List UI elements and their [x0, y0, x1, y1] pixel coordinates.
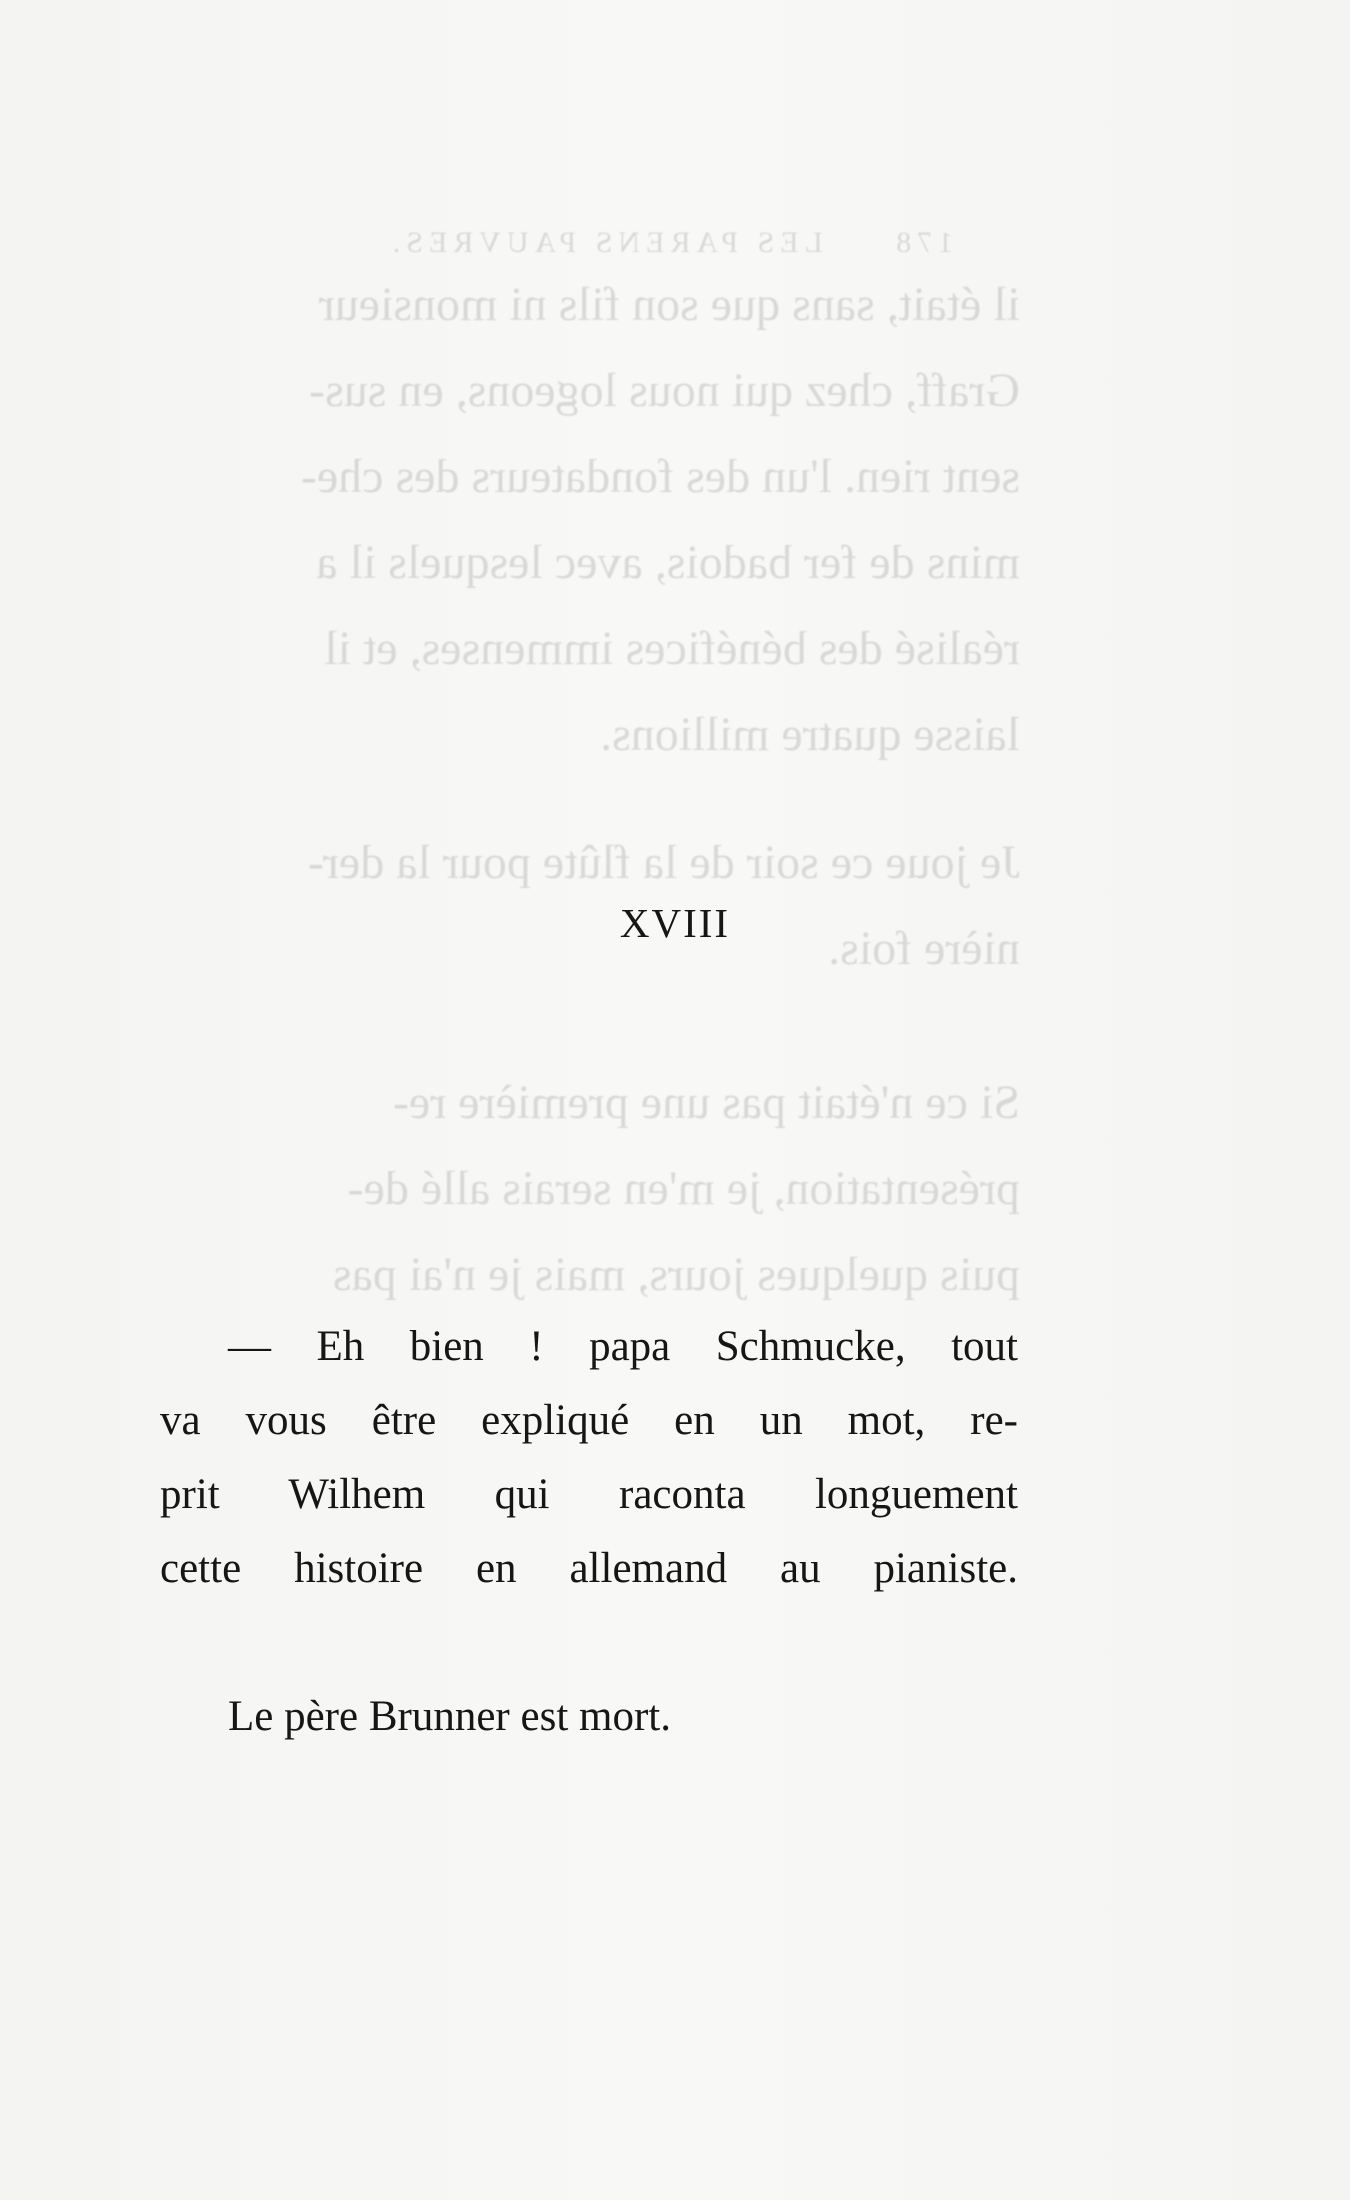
paragraph-announcement	[160, 1680, 1018, 1754]
chapter-heading: XVIII	[619, 900, 731, 946]
paragraph-dialogue	[160, 1310, 1018, 1606]
show-through-block-3	[140, 1060, 1020, 1318]
show-through-page-number: 178	[890, 226, 954, 259]
show-through-block-1	[140, 262, 1020, 778]
show-through-line: il était, sans que son fils ni monsieur	[318, 278, 1020, 331]
show-through-line: Je joue ce soir de la flûte pour la der-	[307, 836, 1020, 889]
show-through-line: mins de fer badois, avec lesquels il a	[316, 536, 1020, 589]
show-through-line: Graff, chez qui nous logeons, en sus-	[309, 364, 1020, 417]
text-line: cette histoire en allemand au pianiste.	[160, 1545, 1018, 1592]
show-through-line: Si ce n'était pas une première re-	[392, 1076, 1020, 1129]
show-through-running-title: LES PARENS PAUVRES.	[386, 226, 823, 259]
show-through-line: nière fois.	[828, 922, 1020, 975]
show-through-line: réalisé des bénéfices immenses, et il	[324, 622, 1020, 675]
text-line: va vous être expliqué en un mot, re-	[160, 1397, 1018, 1444]
text-line: Le père Brunner est mort.	[228, 1693, 671, 1740]
show-through-line: sent rien. l'un des fondateurs des che-	[300, 450, 1020, 503]
show-through-line: laisse quatre millions.	[600, 708, 1020, 761]
show-through-line: puis quelques jours, mais je n'ai pas	[332, 1248, 1020, 1301]
text-line: prit Wilhem qui raconta longuement	[160, 1471, 1018, 1518]
text-line: — Eh bien ! papa Schmucke, tout	[228, 1323, 1018, 1370]
show-through-line: présentation, je m'en serais allé de-	[347, 1162, 1020, 1215]
